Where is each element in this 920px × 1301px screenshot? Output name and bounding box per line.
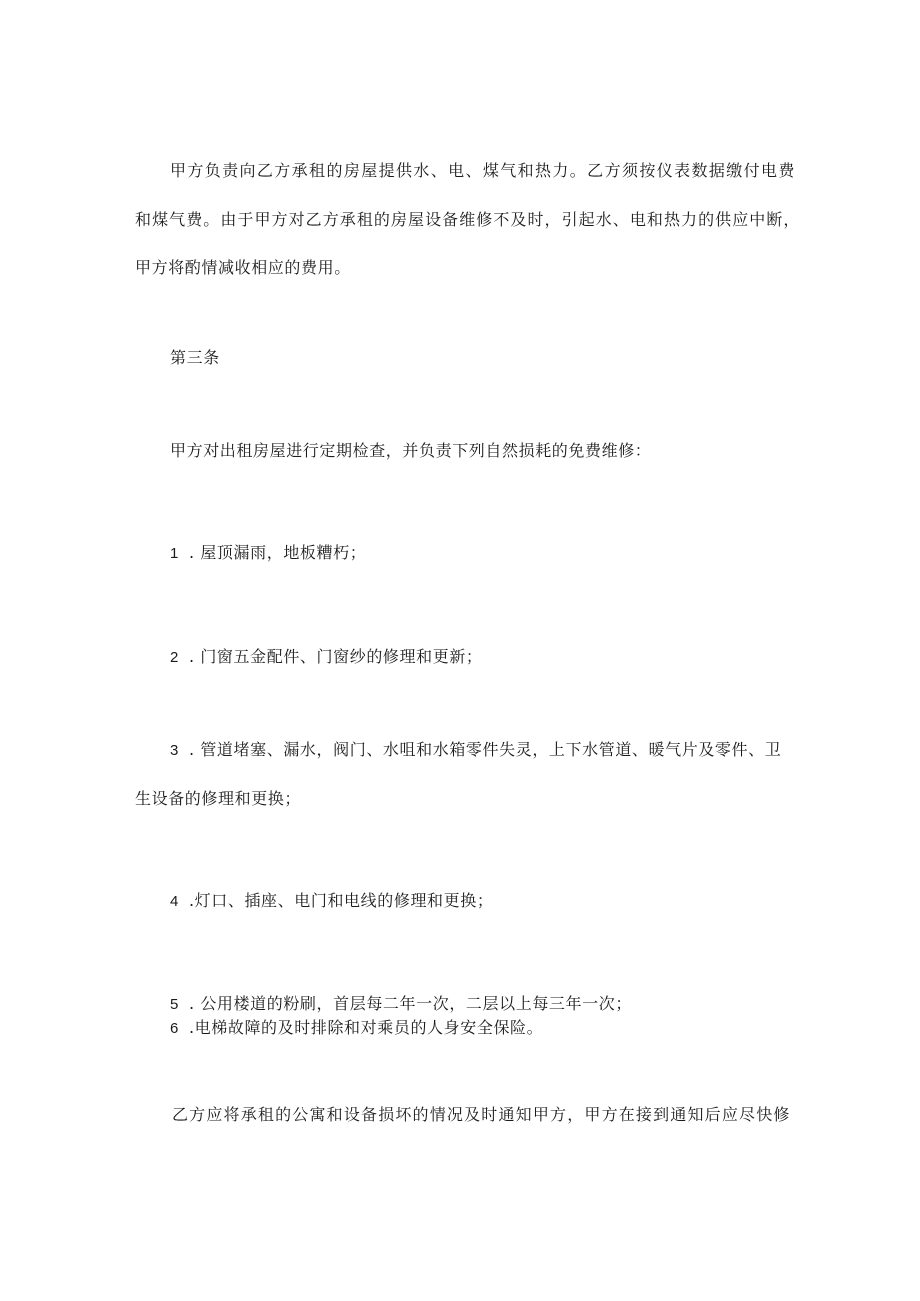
closing-paragraph: 乙方应将承租的公寓和设备损坏的情况及时通知甲方，甲方在接到通知后应尽快修 — [172, 1105, 790, 1124]
list-item-number: 2 — [170, 649, 179, 666]
paragraph-1-line-3: 甲方将酌情减收相应的费用。 — [135, 258, 351, 277]
article-heading: 第三条 — [170, 348, 220, 367]
list-item-text: . 公用楼道的粉刷，首层每二年一次，二层以上每三年一次； — [188, 994, 632, 1013]
list-item-text: . 门窗五金配件、门窗纱的修理和更新； — [188, 647, 483, 666]
list-item-continuation: 生设备的修理和更换； — [135, 789, 302, 808]
list-item-number: 6 — [170, 1020, 179, 1037]
list-item — [170, 740, 781, 761]
list-item-number: 5 — [170, 996, 179, 1013]
list-item-number: 4 — [170, 893, 179, 910]
list-item-text: . 屋顶漏雨，地板糟朽； — [188, 543, 367, 562]
list-item-number: 3 — [170, 742, 179, 759]
list-item-number: 1 — [170, 545, 179, 562]
list-item — [170, 994, 632, 1015]
paragraph-1-line-1: 甲方负责向乙方承租的房屋提供水、电、煤气和热力。乙方须按仪表数据缴付电费 — [170, 161, 795, 180]
list-item-text: .电梯故障的及时排除和对乘员的人身安全保险。 — [188, 1018, 544, 1037]
list-item — [170, 1018, 543, 1039]
list-item — [170, 891, 493, 912]
list-item-text: .灯口、插座、电门和电线的修理和更换； — [188, 891, 494, 910]
list-item — [170, 647, 483, 668]
paragraph-1-line-2: 和煤气费。由于甲方对乙方承租的房屋设备维修不及时，引起水、电和热力的供应中断， — [135, 210, 800, 229]
list-item-text: . 管道堵塞、漏水，阀门、水咀和水箱零件失灵，上下水管道、暖气片及零件、卫 — [188, 740, 782, 759]
list-item — [170, 543, 366, 564]
intro-text: 甲方对出租房屋进行定期检查，并负责下列自然损耗的免费维修： — [170, 441, 652, 460]
